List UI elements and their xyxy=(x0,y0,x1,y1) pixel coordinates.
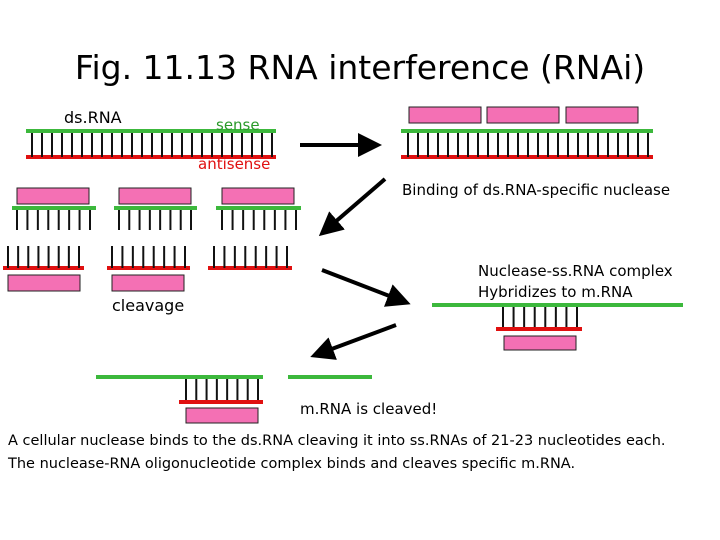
dsrna-label: ds.RNA xyxy=(64,108,122,127)
figure-title: Fig. 11.13 RNA interference (RNAi) xyxy=(74,48,646,87)
arrow-left xyxy=(329,325,396,350)
nuclease-block xyxy=(112,275,184,291)
nuclease-block xyxy=(119,188,191,204)
complex-label-line2: Hybridizes to m.RNA xyxy=(478,283,633,301)
cleaved-fragment xyxy=(216,188,301,230)
mrna-hybrid xyxy=(432,305,683,350)
cleaved-fragment xyxy=(114,188,197,230)
caption-line-2: The nuclease-RNA oligonucleotide complex binds and cleaves specific m.RNA. xyxy=(8,456,576,472)
cleaved-fragment xyxy=(12,188,96,230)
dsrna-duplex xyxy=(26,131,276,157)
dsrna-nuclease-complex xyxy=(401,107,653,157)
nuclease-block xyxy=(487,107,559,123)
cleaved-fragment xyxy=(107,246,190,291)
cleaved-fragment xyxy=(208,246,292,268)
caption-line-1: A cellular nuclease binds to the ds.RNA cleaving it into ss.RNAs of 21-23 nucleotides each. xyxy=(8,433,666,449)
nuclease-block xyxy=(8,275,80,291)
cleaved-fragment xyxy=(3,246,84,291)
antisense-label: antisense xyxy=(198,155,271,173)
nuclease-block xyxy=(504,336,576,350)
sense-label: sense xyxy=(216,116,260,134)
complex-label-line1: Nuclease-ss.RNA complex xyxy=(478,262,673,280)
arrow-down-left xyxy=(334,179,385,223)
caption xyxy=(8,430,720,476)
cleavage-label: cleavage xyxy=(112,296,185,315)
nuclease-block xyxy=(222,188,294,204)
nuclease-block xyxy=(409,107,481,123)
nuclease-block xyxy=(17,188,89,204)
binding-label: Binding of ds.RNA-specific nuclease xyxy=(402,181,671,199)
nuclease-block xyxy=(566,107,638,123)
mrna-cleaved-label: m.RNA is cleaved! xyxy=(300,400,438,418)
nuclease-block xyxy=(186,408,258,423)
arrow-down-right xyxy=(322,270,392,297)
